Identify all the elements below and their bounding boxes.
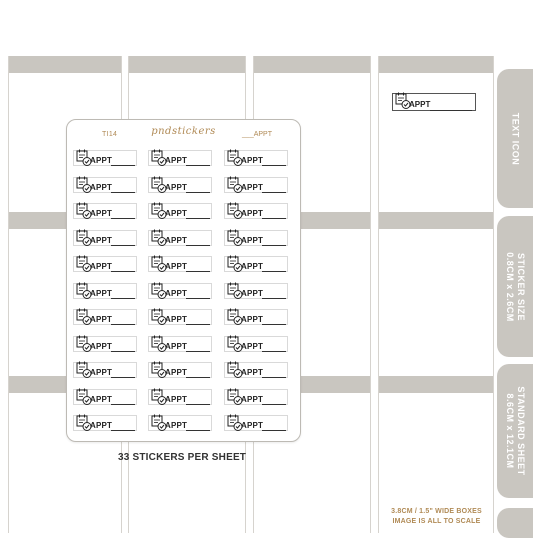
sticker-label: APPT (241, 209, 264, 218)
sticker-label: APPT (165, 262, 188, 271)
sticker-label: APPT (90, 235, 113, 245)
sticker-label: APPT (90, 315, 113, 324)
sticker-appt (148, 387, 212, 407)
tab-sticker-size (497, 216, 533, 357)
sticker-label: APPT (165, 182, 188, 192)
sticker-label: APPT (241, 156, 264, 165)
tab-bottom-stub (497, 508, 533, 538)
sticker-label: APPT (90, 156, 113, 165)
sticker-write-line (186, 192, 210, 193)
tab-text-icon (497, 69, 533, 208)
sticker-write-line (262, 430, 286, 431)
sticker-write-line (186, 324, 210, 325)
sticker-label: APPT (165, 235, 188, 245)
sticker-appt (73, 387, 137, 407)
sticker-label: APPT (241, 315, 264, 324)
sticker-write-line (111, 324, 135, 325)
sticker-write-line (111, 271, 135, 272)
sticker-appt (224, 307, 288, 327)
sticker-appt (148, 175, 212, 195)
sample-sticker-line (430, 110, 472, 111)
sticker-appt (148, 281, 212, 301)
sheet-name: ___APPT (242, 131, 272, 138)
sheet-code: TI14 (102, 131, 118, 138)
sticker-label: APPT (241, 341, 264, 351)
sticker-write-line (186, 298, 210, 299)
sticker-write-line (111, 351, 135, 352)
sticker-appt (148, 360, 212, 380)
footnote-line-1: 3.8CM / 1.5" WIDE BOXES (391, 508, 482, 515)
sticker-label: APPT (90, 262, 113, 271)
brand-logo: pndstickers (151, 126, 216, 137)
sticker-appt (73, 281, 137, 301)
tab-standard-sheet (497, 364, 533, 498)
sticker-write-line (262, 165, 286, 166)
sample-sticker-label: APPT (409, 100, 431, 109)
sticker-appt (224, 413, 288, 433)
sticker-label: APPT (165, 394, 188, 404)
sticker-write-line (111, 377, 135, 378)
sheet-caption: 33 STICKERS PER SHEET (118, 452, 247, 463)
sticker-write-line (111, 218, 135, 219)
sticker-label: APPT (90, 209, 113, 218)
column-header-band (379, 56, 493, 73)
sticker-write-line (262, 404, 286, 405)
sticker-label: APPT (241, 235, 264, 245)
sticker-label: APPT (241, 368, 264, 377)
sticker-label: APPT (165, 156, 188, 165)
sticker-write-line (186, 351, 210, 352)
sticker-appt (73, 175, 137, 195)
sticker-label: APPT (241, 182, 264, 192)
sticker-appt (73, 307, 137, 327)
column-header-band (254, 56, 370, 73)
section-divider-band (379, 212, 493, 229)
sticker-label: APPT (165, 421, 188, 430)
sticker-write-line (262, 218, 286, 219)
sticker-label: APPT (165, 341, 188, 351)
sticker-write-line (186, 430, 210, 431)
sticker-appt (148, 228, 212, 248)
sticker-write-line (186, 218, 210, 219)
sticker-appt (73, 201, 137, 221)
sticker-label: APPT (241, 394, 264, 404)
sticker-write-line (111, 404, 135, 405)
sticker-write-line (186, 271, 210, 272)
sticker-write-line (111, 298, 135, 299)
sticker-write-line (186, 165, 210, 166)
sticker-write-line (262, 271, 286, 272)
sticker-write-line (262, 298, 286, 299)
sticker-appt (148, 307, 212, 327)
sticker-appt (148, 201, 212, 221)
sticker-appt (224, 281, 288, 301)
sticker-write-line (262, 245, 286, 246)
sticker-write-line (111, 165, 135, 166)
sticker-label: APPT (165, 288, 188, 298)
sticker-appt (73, 360, 137, 380)
sticker-label: APPT (90, 394, 113, 404)
tab-standard-sheet-value: 8.6CM x 12.1CM (505, 393, 515, 469)
sticker-appt (224, 254, 288, 274)
scale-footnote (379, 507, 494, 527)
sticker-appt (224, 360, 288, 380)
sticker-appt (73, 413, 137, 433)
sticker-label: APPT (165, 315, 188, 324)
sticker-write-line (262, 324, 286, 325)
planner-column-4 (378, 56, 494, 533)
column-header-band (129, 56, 245, 73)
sticker-appt (73, 148, 137, 168)
sticker-appt (148, 148, 212, 168)
sticker-sheet (66, 119, 301, 442)
sticker-write-line (186, 404, 210, 405)
sticker-appt (224, 387, 288, 407)
sticker-appt (224, 228, 288, 248)
tab-standard-sheet-label: STANDARD SHEET (516, 386, 526, 476)
sticker-write-line (262, 351, 286, 352)
tab-sticker-size-value: 0.8CM x 2.6CM (505, 251, 515, 322)
sticker-write-line (186, 245, 210, 246)
section-divider-band (379, 376, 493, 393)
column-header-band (9, 56, 121, 73)
sticker-appt (148, 334, 212, 354)
sticker-label: APPT (90, 421, 113, 430)
sticker-write-line (111, 245, 135, 246)
sticker-appt (224, 148, 288, 168)
sticker-appt (148, 413, 212, 433)
sticker-label: APPT (241, 262, 264, 271)
tab-text-icon-label: TEXT ICON (510, 112, 521, 165)
sticker-label: APPT (90, 368, 113, 377)
sticker-appt (73, 334, 137, 354)
sticker-appt (148, 254, 212, 274)
sticker-write-line (111, 192, 135, 193)
footnote-line-2: IMAGE IS ALL TO SCALE (392, 518, 481, 525)
sticker-write-line (186, 377, 210, 378)
sticker-appt (224, 334, 288, 354)
sticker-write-line (262, 192, 286, 193)
sticker-appt (73, 228, 137, 248)
sticker-label: APPT (165, 368, 188, 377)
sticker-label: APPT (90, 288, 113, 298)
sticker-label: APPT (241, 421, 264, 430)
sticker-appt (224, 175, 288, 195)
sticker-label: APPT (165, 209, 188, 218)
tab-sticker-size-label: STICKER SIZE (516, 252, 526, 321)
sticker-label: APPT (241, 288, 264, 298)
sticker-appt (73, 254, 137, 274)
sticker-write-line (111, 430, 135, 431)
sticker-label: APPT (90, 341, 113, 351)
sample-sticker (392, 91, 476, 113)
sticker-appt (224, 201, 288, 221)
sticker-label: APPT (90, 182, 113, 192)
sticker-write-line (262, 377, 286, 378)
